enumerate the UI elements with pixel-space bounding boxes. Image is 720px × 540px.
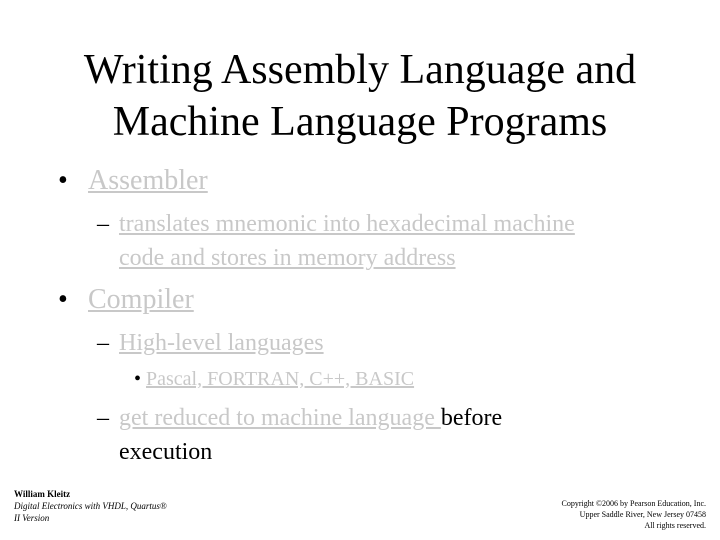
footer-right [562, 498, 707, 531]
machine-language-link[interactable]: get reduced to machine language [119, 405, 441, 431]
dash-marker: – [97, 405, 109, 431]
slide-title [30, 44, 690, 148]
dash-marker: – [97, 211, 109, 237]
assembler-link[interactable]: Assembler [88, 165, 208, 196]
copyright-line3: All rights reserved. [644, 521, 706, 530]
footer-book-line2: II Version [14, 513, 50, 523]
compiler-link[interactable]: Compiler [88, 284, 194, 315]
dash-marker: – [97, 330, 109, 356]
bullet-assembler [58, 164, 208, 198]
assembler-description-line2[interactable]: code and stores in memory address [119, 245, 456, 271]
copyright-line2: Upper Saddle River, New Jersey 07458 [579, 510, 706, 519]
bullet-dot-small: • [134, 368, 142, 390]
copyright-line1: Copyright ©2006 by Pearson Education, Inc. [561, 499, 706, 508]
bullet-dot: • [58, 284, 68, 315]
bullet-compiler [58, 283, 194, 317]
footer-author: William Kleitz [14, 489, 71, 499]
languages-list-item [134, 366, 414, 392]
footer-left [14, 488, 167, 524]
before-text: before [440, 405, 503, 431]
languages-list-link[interactable]: Pascal, FORTRAN, C++, BASIC [146, 368, 415, 390]
slide-title-line2: Machine Language Programs [112, 99, 608, 145]
execution-text: execution [119, 439, 213, 465]
assembler-description-line1[interactable]: translates mnemonic into hexadecimal machine [119, 211, 575, 237]
footer-book-line1: Digital Electronics with VHDL, Quartus® [14, 501, 167, 511]
slide-title-line1: Writing Assembly Language and [83, 47, 637, 93]
high-level-languages-link[interactable]: High-level languages [119, 330, 324, 356]
compiler-subpoint-reduction [97, 401, 677, 469]
bullet-dot: • [58, 165, 68, 196]
compiler-subpoint-languages [97, 326, 677, 360]
assembler-subpoint [97, 207, 677, 275]
